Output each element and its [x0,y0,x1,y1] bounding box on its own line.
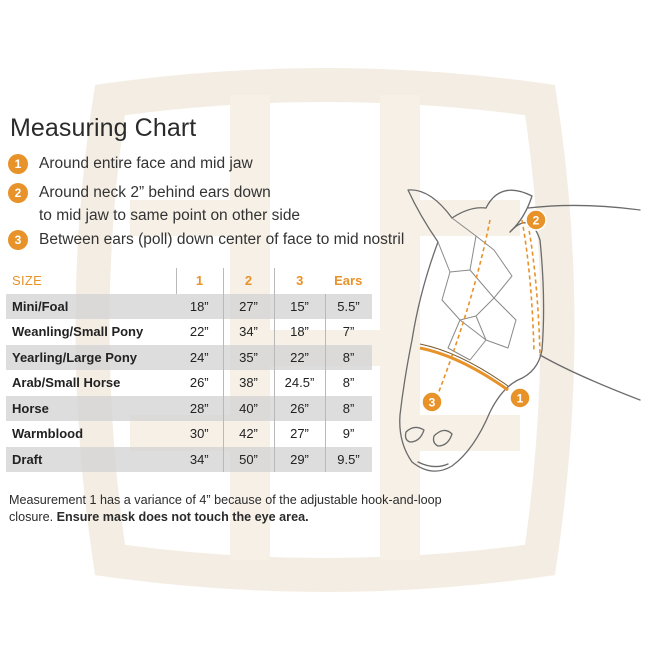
note-warning: Ensure mask does not touch the eye area. [56,510,309,524]
size-name: Draft [6,447,176,473]
cell-ears: 5.5” [325,294,372,320]
cell-ears: 8” [325,370,372,396]
table-row [6,345,372,371]
step-1-number-badge: 1 [8,154,28,174]
cell-ears: 9.5” [325,447,372,473]
cell-measure-2: 34” [223,319,274,345]
nostril-left [406,427,425,442]
size-chart-table [6,268,372,472]
size-name: Arab/Small Horse [12,375,121,391]
measurement-note [9,492,449,526]
size-name: Horse [6,396,176,422]
table-row [6,370,372,396]
measure-2-line-inner [522,220,534,352]
table-row [6,447,372,473]
cell-measure-2: 27” [223,294,274,320]
cell-ears: 8” [325,345,372,371]
cell-measure-1: 26” [189,375,209,391]
header-measure-2: 2 [223,268,274,294]
cell-measure-2: 35” [223,345,274,371]
cell-measure-3: 24.5” [274,370,325,396]
step-3-text: Between ears (poll) down center of face to mid nostril [39,231,405,248]
step-2-number-badge: 2 [8,183,28,203]
right-ear [486,190,532,232]
marker-2 [526,210,546,230]
cell-measure-1: 22” [189,324,209,340]
marker-1-label: 1 [516,391,524,406]
table-row [6,421,372,447]
header-size: SIZE [12,273,43,289]
step-1-text: Around entire face and mid jaw [39,155,253,172]
table-row [6,396,372,422]
cell-measure-3: 29” [274,447,325,473]
table-row [6,294,372,320]
marker-3-label: 3 [428,395,436,410]
cell-measure-3: 26” [274,396,325,422]
mouth-line [418,462,448,467]
size-name: Warmblood [12,426,84,442]
table-header-row [6,268,372,294]
cell-ears: 7” [325,319,372,345]
cell-measure-2: 50” [223,447,274,473]
neck-outline [528,205,640,210]
cell-measure-3: 27” [274,421,325,447]
measure-2-line [528,224,540,355]
page-title: Measuring Chart [10,114,197,142]
cell-ears: 9” [325,421,372,447]
mask-seams [450,236,494,340]
cell-measure-1: 18” [176,294,223,320]
marker-1 [510,388,530,408]
cell-measure-2: 38” [223,370,274,396]
size-name: Mini/Foal [6,294,176,320]
note-text: Measurement 1 has a variance of 4” because of the adjustable hook-and-loop closure. [9,493,442,524]
step-3-number-badge: 3 [8,230,28,250]
cell-measure-1: 24” [176,345,223,371]
marker-3 [422,392,442,412]
cell-measure-1: 34” [176,447,223,473]
header-ears: Ears [334,273,363,289]
cell-measure-3: 15” [274,294,325,320]
marker-2-label: 2 [532,213,540,228]
cell-ears: 8” [325,396,372,422]
cell-measure-2: 42” [223,421,274,447]
cell-measure-3: 22” [274,345,325,371]
header-measure-1: 1 [176,268,223,294]
measure-1-band [420,348,508,390]
size-name: Weanling/Small Pony [12,324,144,340]
size-name: Yearling/Large Pony [6,345,176,371]
cell-measure-2: 40” [223,396,274,422]
header-measure-3: 3 [274,268,325,294]
cell-measure-3: 18” [274,319,325,345]
neck-underline [540,355,640,400]
nostril-right [434,430,453,446]
cell-measure-1: 28” [176,396,223,422]
table-row [6,319,372,345]
cell-measure-1: 30” [189,426,209,442]
step-2-text: Around neck 2” behind ears down to mid jaw to same point on other side [39,184,301,224]
